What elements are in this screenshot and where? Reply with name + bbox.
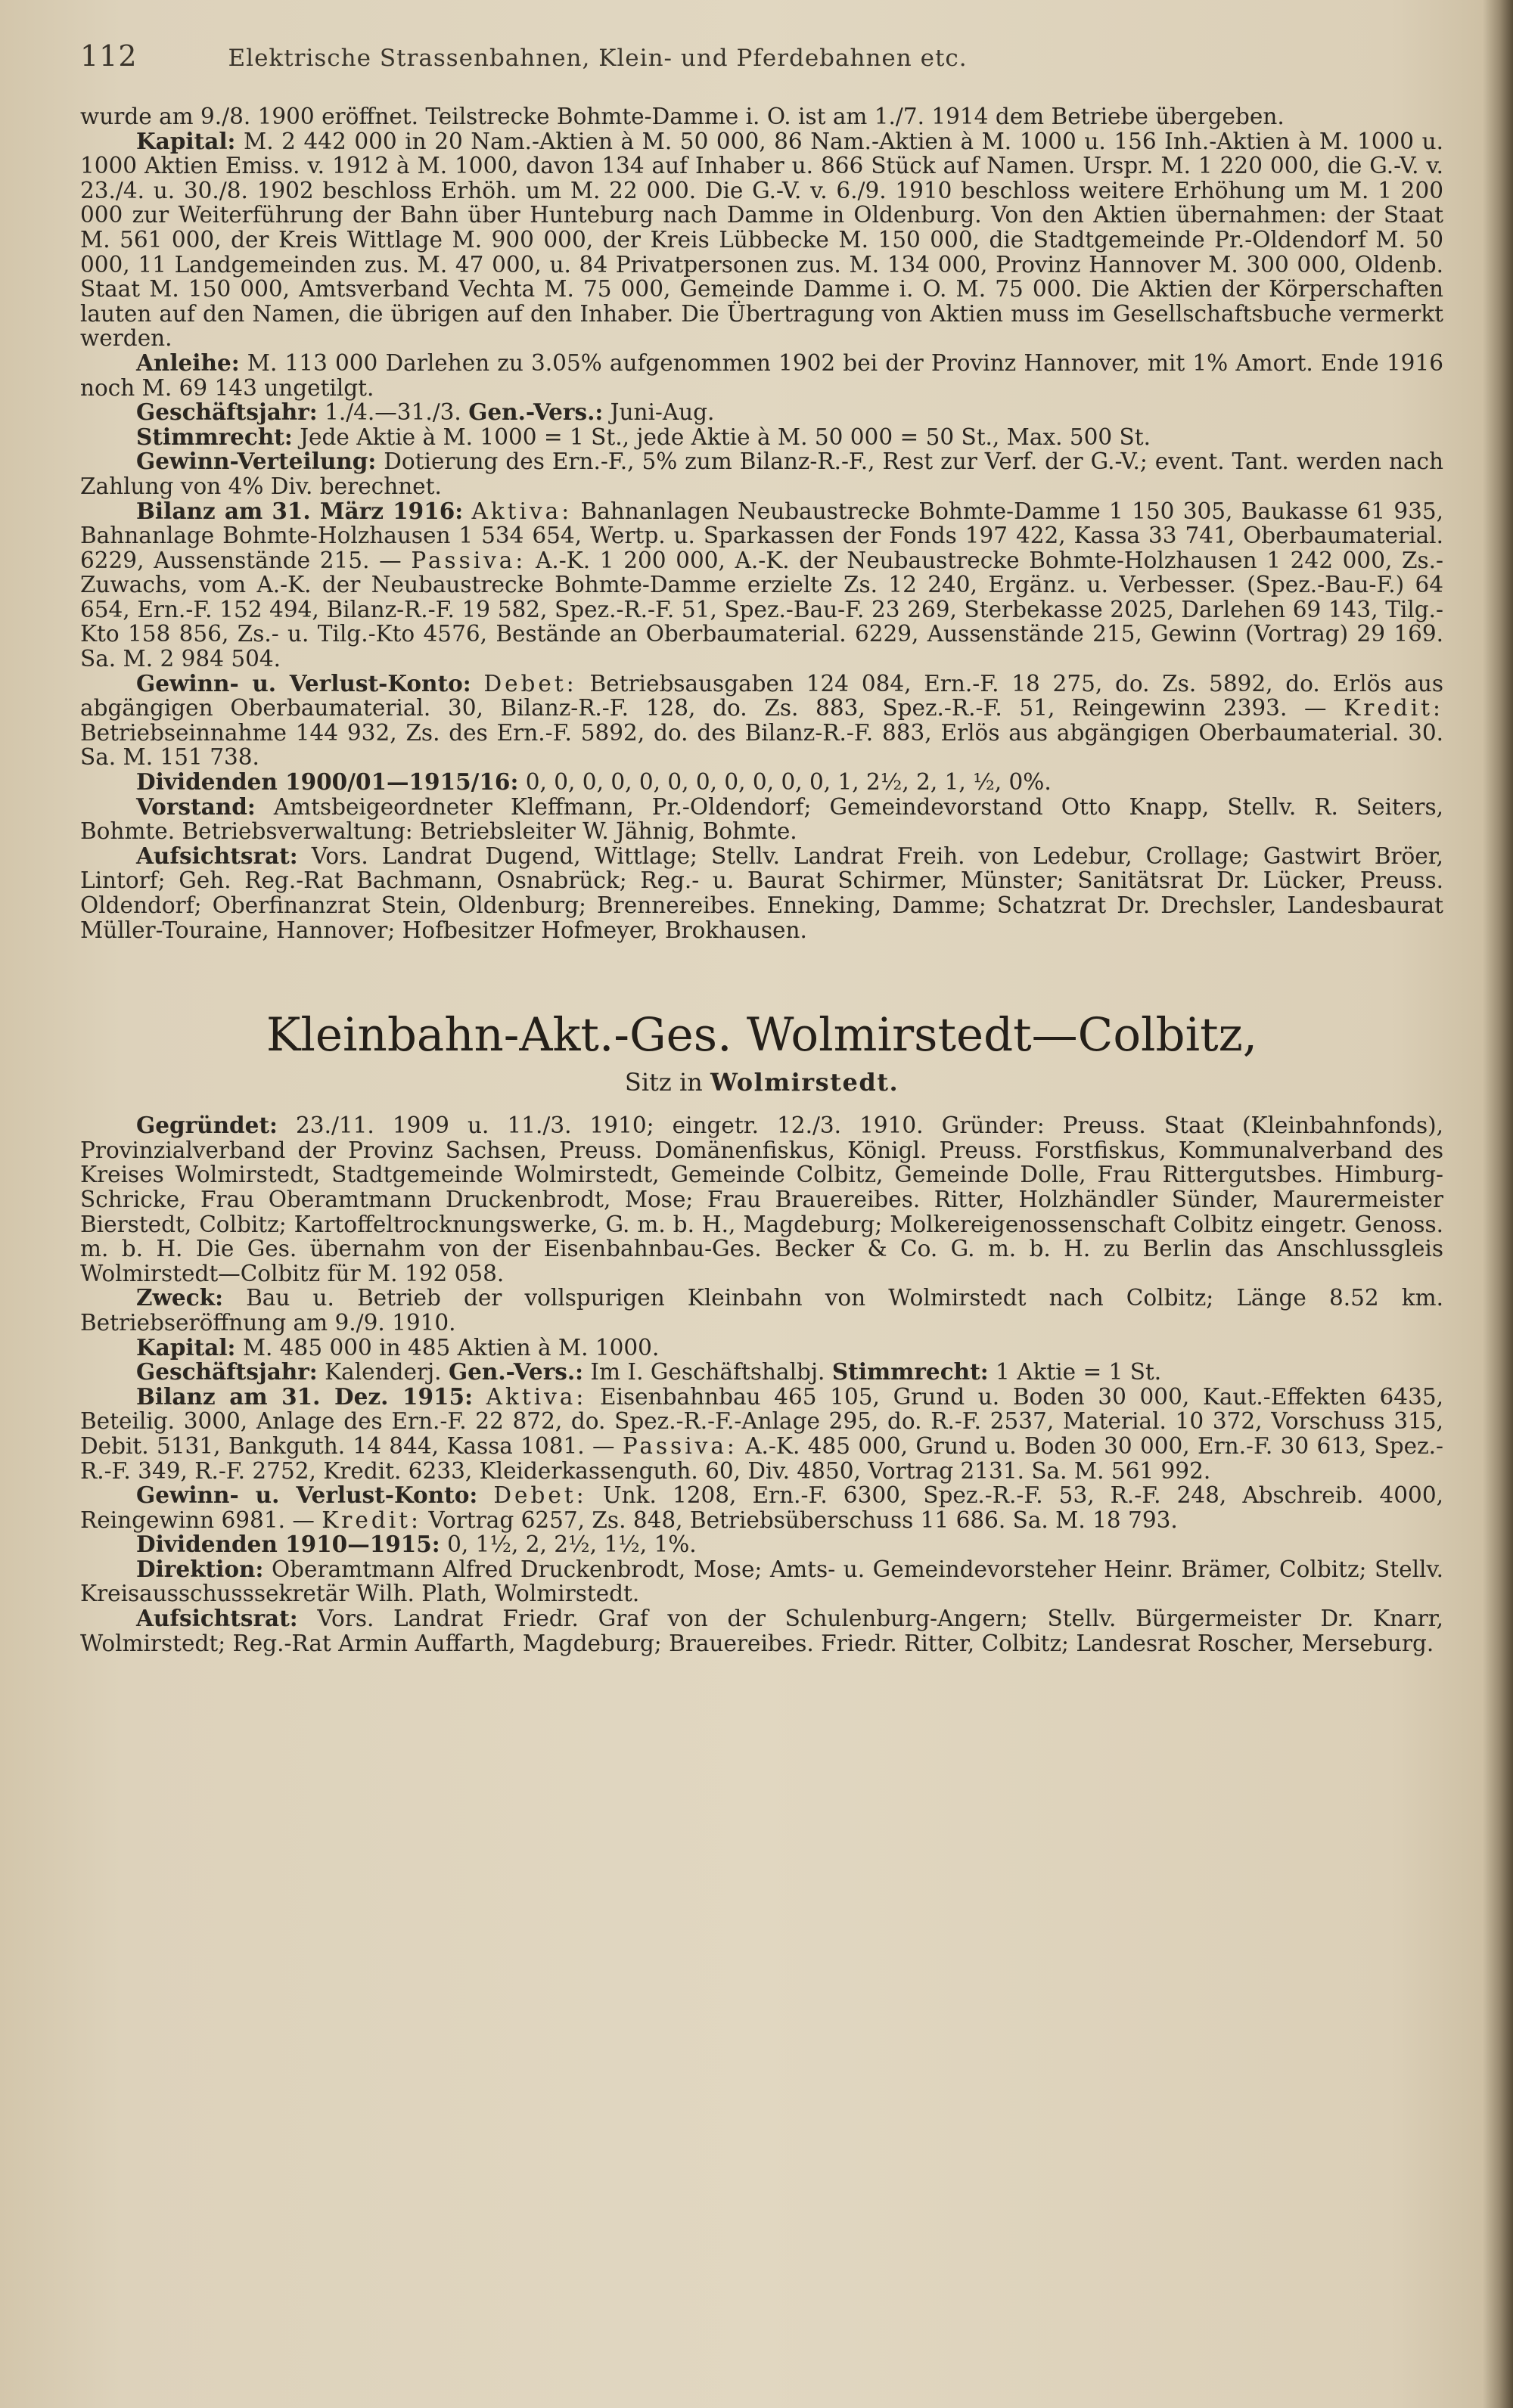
bilanz-label: Bilanz am 31. März 1916: (136, 497, 464, 524)
bilanz-paragraph (80, 499, 1443, 672)
debet-label: Debet: (483, 670, 577, 697)
kapital2-text: M. 485 000 in 485 Aktien à M. 1000. (242, 1334, 660, 1361)
aufsichtsrat-paragraph (80, 844, 1443, 942)
geschaeftsjahr-paragraph (80, 400, 1443, 425)
geschaeftsjahr-text: 1./4.—31./3. (325, 399, 461, 426)
genvers2-text: Im I. Geschäftshalbj. (590, 1359, 825, 1386)
genvers2-label: Gen.-Vers.: (448, 1358, 584, 1386)
bilanz2-label: Bilanz am 31. Dez. 1915: (136, 1382, 473, 1410)
anleihe-paragraph (80, 351, 1443, 400)
genvers-label: Gen.-Vers.: (468, 399, 604, 426)
aufsichtsrat-label: Aufsichtsrat: (136, 842, 298, 869)
direktion-paragraph (80, 1557, 1443, 1606)
zweck-text: Bau u. Betrieb der vollspurigen Kleinbahn von Wolmirstedt nach Colbitz; Länge 8.52 km. Betriebseröffnung am 9./9. 1910. (80, 1285, 1443, 1336)
aufsichtsrat-text: Vors. Landrat Dugend, Wittlage; Stellv. Landrat Freih. von Ledebur, Crollage; Gastwirt Bröer, Lintorf; Geh. Reg.-Rat Bachmann, Osnabrück; Reg.- u. Baurat Schirmer, Münster; Sanitätsrat Dr. Lücker, Preuss. Oldendorf; Oberfinanzrat Stein, Oldenburg; Brennereibes. Enneking, Damme; Schatzrat Dr. Drechsler, Landesbaurat Müller-Touraine, Hannover; Hofbesitzer Hofmeyer, Brokhausen. (80, 842, 1443, 943)
debet2-text: Unk. 1208, Ern.-F. 6300, Spez.-R.-F. 53, R.-F. 248, Abschreib. 4000, Reingewinn 6981. — (80, 1482, 1443, 1533)
guv2-label: Gewinn- u. Verlust-Konto: (136, 1482, 478, 1509)
geschaeftsjahr2-label: Geschäftsjahr: (136, 1358, 318, 1386)
page-binding-shadow (1483, 0, 1513, 2408)
entry-wolmirstedt (80, 1113, 1443, 1656)
gegruendet-text: 23./11. 1909 u. 11./3. 1910; eingetr. 12./3. 1910. Gründer: Preuss. Staat (Kleinbahnfonds), Provinzialverband der Provinz Sachsen, Preuss. Domänenfiskus, Königl. Preuss. Forstfiskus, Kommunalverband des Kreises Wolmirstedt, Stadtgemeinde Wolmirstedt, Gemeinde Colbitz, Gemeinde Dolle, Frau Rittergutsbes. Himburg-Schricke, Frau Oberamtmann Druckenbrodt, Mose; Frau Brauereibes. Ritter, Holzhändler Sünder, Maurermeister Bierstedt, Colbitz; Kartoffeltrocknungswerke, G. m. b. H., Magdeburg; Molkereigenossenschaft Colbitz eingetr. Genoss. m. b. H. Die Ges. übernahm von der Eisenbahnbau-Ges. Becker & Co. G. m. b. H. zu Berlin das Anschlussgleis Wolmirstedt—Colbitz für M. 192 058. (80, 1112, 1443, 1286)
passiva2-label: Passiva: (622, 1432, 738, 1459)
entry-intro (80, 104, 1443, 129)
gegruendet-paragraph (80, 1113, 1443, 1286)
intro-text: wurde am 9./8. 1900 eröffnet. Teilstrecke Bohmte-Damme i. O. ist am 1./7. 1914 dem Betriebe übergeben. (80, 104, 1285, 129)
kapital-text: M. 2 442 000 in 20 Nam.-Aktien à M. 50 000, 86 Nam.-Aktien à M. 1000 u. 156 Inh.-Aktien à M. 1000 u. 1000 Aktien Emiss. v. 1912 à M. 1000, davon 134 auf Inhaber u. 866 Stück auf Namen. Urspr. M. 1 220 000, die G.-V. v. 23./4. u. 30./8. 1902 beschloss Erhöh. um M. 22 000. Die G.-V. v. 6./9. 1910 beschloss weitere Erhöhung um M. 1 200 000 zur Weiterführung der Bahn über Hunteburg nach Damme in Oldenburg. Von den Aktien übernahmen: der Staat M. 561 000, der Kreis Wittlage M. 900 000, der Kreis Lübbecke M. 150 000, die Stadtgemeinde Pr.-Oldendorf M. 50 000, 11 Landgemeinden zus. M. 47 000, u. 84 Privatpersonen zus. M. 134 000, Provinz Hannover M. 300 000, Oldenb. Staat M. 150 000, Amtsverband Vechta M. 75 000, Gemeinde Damme i. O. M. 75 000. Die Aktien der Körperschaften lauten auf den Namen, die übrigen auf den Inhaber. Die Übertragung von Aktien muss im Gesellschaftsbuche vermerkt werden. (80, 128, 1443, 352)
aufsichtsrat2-label: Aufsichtsrat: (136, 1605, 298, 1632)
seat-city: Wolmirstedt. (710, 1068, 899, 1097)
vorstand-text: Amtsbeigeordneter Kleffmann, Pr.-Oldendorf; Gemeindevorstand Otto Knapp, Stellv. R. Seiters, Bohmte. Betriebsverwaltung: Betriebsleiter W. Jähnig, Bohmte. (80, 793, 1443, 845)
kapital2-paragraph (80, 1333, 1443, 1361)
kredit2-label: Kredit: (322, 1507, 421, 1533)
kredit-text: Betriebseinnahme 144 932, Zs. des Ern.-F. 5892, do. des Bilanz-R.-F. 883, Erlös aus abgängigen Oberbaumaterial. 30. Sa. M. 151 738. (80, 719, 1443, 771)
geschaeftsjahr2-text: Kalenderj. (325, 1359, 442, 1386)
entry-bohmte (80, 104, 1443, 942)
gewinnverteilung-paragraph (80, 449, 1443, 498)
kapital-paragraph (80, 129, 1443, 351)
debet-text: Betriebsausgaben 124 084, Ern.-F. 18 275, do. Zs. 5892, do. Erlös aus abgängigen Oberbaumaterial. 30, Bilanz-R.-F. 128, do. Zs. 883, Spez.-R.-F. 51, Reingewinn 2393. — (80, 670, 1443, 721)
kapital2-label: Kapital: (136, 1333, 236, 1361)
bilanz2-paragraph (80, 1382, 1443, 1484)
stimmrecht2-text: 1 Aktie = 1 St. (996, 1359, 1162, 1386)
guv-paragraph (80, 669, 1443, 771)
aufsichtsrat2-paragraph (80, 1606, 1443, 1656)
debet2-label: Debet: (493, 1482, 587, 1509)
dividenden-paragraph (80, 770, 1443, 795)
direktion-text: Oberamtmann Alfred Druckenbrodt, Mose; Amts- u. Gemeindevorsteher Heinr. Brämer, Colbitz; Stellv. Kreisausschusssekretär Wilh. Plath, Wolmirstedt. (80, 1556, 1443, 1607)
kredit-label: Kredit: (1344, 695, 1443, 721)
running-title: Elektrische Strassenbahnen, Klein- und Pferdebahnen etc. (228, 45, 968, 72)
dividenden-text: 0, 0, 0, 0, 0, 0, 0, 0, 0, 0, 0, 1, 2½, 2, 1, ½, 0%. (525, 769, 1052, 796)
zweck-paragraph (80, 1286, 1443, 1335)
stimmrecht-text: Jede Aktie à M. 1000 = 1 St., jede Aktie à M. 50 000 = 50 St., Max. 500 St. (300, 424, 1151, 450)
seat-prefix: Sitz in (624, 1068, 703, 1097)
stimmrecht-label: Stimmrecht: (136, 423, 293, 450)
aktiva2-label: Aktiva: (486, 1383, 587, 1410)
anleihe-label: Anleihe: (136, 349, 240, 376)
gewinnverteilung-text: Dotierung des Ern.-F., 5% zum Bilanz-R.-F., Rest zur Verf. der G.-V.; event. Tant. werden nach Zahlung von 4% Div. berechnet. (80, 448, 1443, 499)
page-header (80, 39, 1443, 73)
stimmrecht-paragraph (80, 425, 1443, 450)
aktiva-label: Aktiva: (471, 498, 573, 524)
guv-label: Gewinn- u. Verlust-Konto: (136, 669, 471, 697)
dividenden2-text: 0, 1½, 2, 2½, 1½, 1%. (447, 1531, 697, 1558)
vorstand-label: Vorstand: (136, 793, 256, 820)
zweck-label: Zweck: (136, 1284, 223, 1311)
vorstand-paragraph (80, 795, 1443, 844)
passiva2-text: A.-K. 485 000, Grund u. Boden 30 000, Ern.-F. 30 613, Spez.-R.-F. 349, R.-F. 2752, Kredit. 6233, Kleiderkassenguth. 60, Div. 4850, Vortrag 2131. Sa. M. 561 992. (80, 1432, 1443, 1484)
gewinnverteilung-label: Gewinn-Verteilung: (136, 448, 377, 475)
aktiva-text: Bahnanlagen Neubaustrecke Bohmte-Damme 1 150 305, Baukasse 61 935, Bahnanlage Bohmte-Holzhausen 1 534 654, Wertp. u. Sparkassen der Fonds 197 422, Kassa 33 741, Oberbaumaterial. 6229, Aussenstände 215. — (80, 498, 1443, 573)
genvers-text: Juni-Aug. (610, 399, 715, 426)
guv2-paragraph (80, 1483, 1443, 1532)
dividenden-label: Dividenden 1900/01—1915/16: (136, 768, 519, 796)
dividenden2-label: Dividenden 1910—1915: (136, 1531, 440, 1558)
aktiva2-text: Eisenbahnbau 465 105, Grund u. Boden 30 000, Kaut.-Effekten 6435, Beteilig. 3000, Anlage des Ern.-F. 22 872, do. Spez.-R.-F.-Anlage 295, do. R.-F. 2537, Material. 10 372, Vorschuss 315, Debit. 5131, Bankguth. 14 844, Kassa 1081. — (80, 1383, 1443, 1459)
company-title: Kleinbahn-Akt.-Ges. Wolmirstedt—Colbitz, (266, 1008, 1258, 1063)
geschaeftsjahr2-paragraph (80, 1360, 1443, 1385)
stimmrecht2-label: Stimmrecht: (831, 1358, 989, 1386)
direktion-label: Direktion: (136, 1555, 264, 1582)
page-number: 112 (80, 39, 138, 73)
gegruendet-label: Gegründet: (136, 1112, 278, 1139)
aufsichtsrat2-text: Vors. Landrat Friedr. Graf von der Schulenburg-Angern; Stellv. Bürgermeister Dr. Knarr, Wolmirstedt; Reg.-Rat Armin Auffarth, Magdeburg; Brauereibes. Friedr. Ritter, Colbitz; Landesrat Roscher, Merseburg. (80, 1606, 1443, 1656)
geschaeftsjahr-label: Geschäftsjahr: (136, 399, 318, 426)
passiva-text: A.-K. 1 200 000, A.-K. der Neubaustrecke Bohmte-Holzhausen 1 242 000, Zs.-Zuwachs, vom A.-K. der Neubaustrecke Bohmte-Damme erzielte Zs. 12 240, Ergänz. u. Verbesser. (Spez.-Bau-F.) 64 654, Ern.-F. 152 494, Bilanz-R.-F. 19 582, Spez.-R.-F. 51, Spez.-Bau-F. 23 269, Sterbekasse 2025, Darlehen 69 143, Tilg.-Kto 158 856, Zs.- u. Tilg.-Kto 4576, Bestände an Oberbaumaterial. 6229, Aussenstände 215, Gewinn (Vortrag) 29 169. Sa. M. 2 984 504. (80, 547, 1443, 672)
company-seat (80, 1068, 1443, 1097)
kredit2-text: Vortrag 6257, Zs. 848, Betriebsüberschuss 11 686. Sa. M. 18 793. (428, 1507, 1178, 1533)
anleihe-text: M. 113 000 Darlehen zu 3.05% aufgenommen 1902 bei der Provinz Hannover, mit 1% Amort. Ende 1916 noch M. 69 143 ungetilgt. (80, 349, 1443, 401)
passiva-label: Passiva: (411, 547, 527, 573)
dividenden2-paragraph (80, 1532, 1443, 1557)
kapital-label: Kapital: (136, 127, 236, 154)
